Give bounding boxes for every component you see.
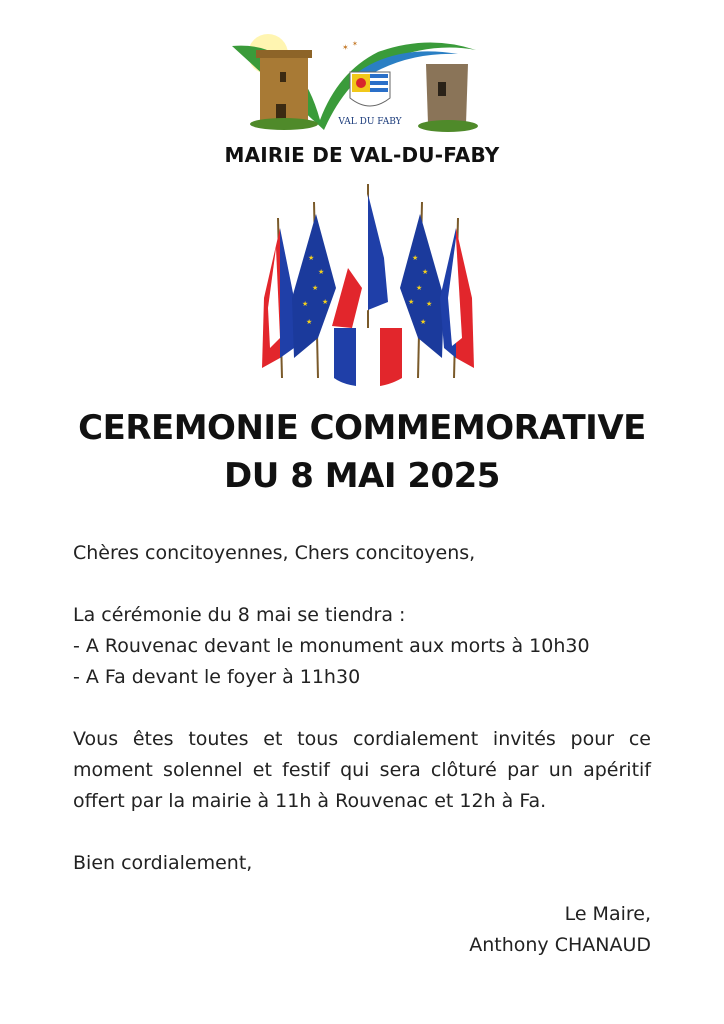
- eu-flag-right: [400, 214, 444, 358]
- tricolor-shield-icon: [334, 328, 402, 386]
- svg-text:★: ★: [322, 298, 329, 306]
- signature-name: Anthony CHANAUD: [469, 934, 651, 956]
- french-flag-center: [332, 194, 388, 328]
- title-line-1: CEREMONIE COMMEMORATIVE: [78, 408, 646, 448]
- invitation-paragraph: Vous êtes toutes et tous cordialement invités pour ce moment solennel et festif qui sera clôturé par un apéritif offert par la mairie à 11h à Rouvenac et 12h à Fa.: [73, 728, 651, 812]
- svg-text:★: ★: [308, 254, 315, 262]
- greeting: Chères concitoyennes, Chers concitoyens,: [73, 542, 476, 564]
- svg-text:★: ★: [422, 268, 429, 276]
- svg-text:★: ★: [306, 318, 313, 326]
- mairie-title: MAIRIE DE VAL-DU-FABY: [224, 143, 500, 167]
- svg-text:★: ★: [408, 298, 415, 306]
- eu-flag-left: [292, 214, 336, 358]
- svg-text:★: ★: [412, 254, 419, 262]
- logo-text: VAL DU FABY: [338, 117, 402, 127]
- svg-text:★: ★: [420, 318, 427, 326]
- closing: Bien cordialement,: [73, 852, 253, 874]
- svg-text:★: ★: [312, 284, 319, 292]
- svg-text:★: ★: [318, 268, 325, 276]
- letter-body: [73, 538, 651, 879]
- list-item: - A Rouvenac devant le monument aux morts à 10h30: [73, 635, 590, 657]
- svg-text:★: ★: [302, 300, 309, 308]
- svg-text:✶: ✶: [342, 43, 349, 52]
- signature-block: [469, 899, 651, 961]
- ceremony-title: [0, 404, 724, 500]
- signature-role: Le Maire,: [564, 903, 651, 925]
- title-line-2: DU 8 MAI 2025: [224, 456, 500, 496]
- flags-illustration: [252, 178, 484, 394]
- right-tower: [426, 64, 468, 124]
- svg-text:✶: ✶: [352, 40, 358, 48]
- svg-text:★: ★: [426, 300, 433, 308]
- svg-text:★: ★: [416, 284, 423, 292]
- french-flag-right: [440, 228, 474, 368]
- val-du-faby-logo: [228, 32, 480, 134]
- french-flag-left: [262, 228, 296, 368]
- intro-line: La cérémonie du 8 mai se tiendra :: [73, 604, 406, 626]
- list-item: - A Fa devant le foyer à 11h30: [73, 666, 361, 688]
- crest-icon: [350, 72, 390, 106]
